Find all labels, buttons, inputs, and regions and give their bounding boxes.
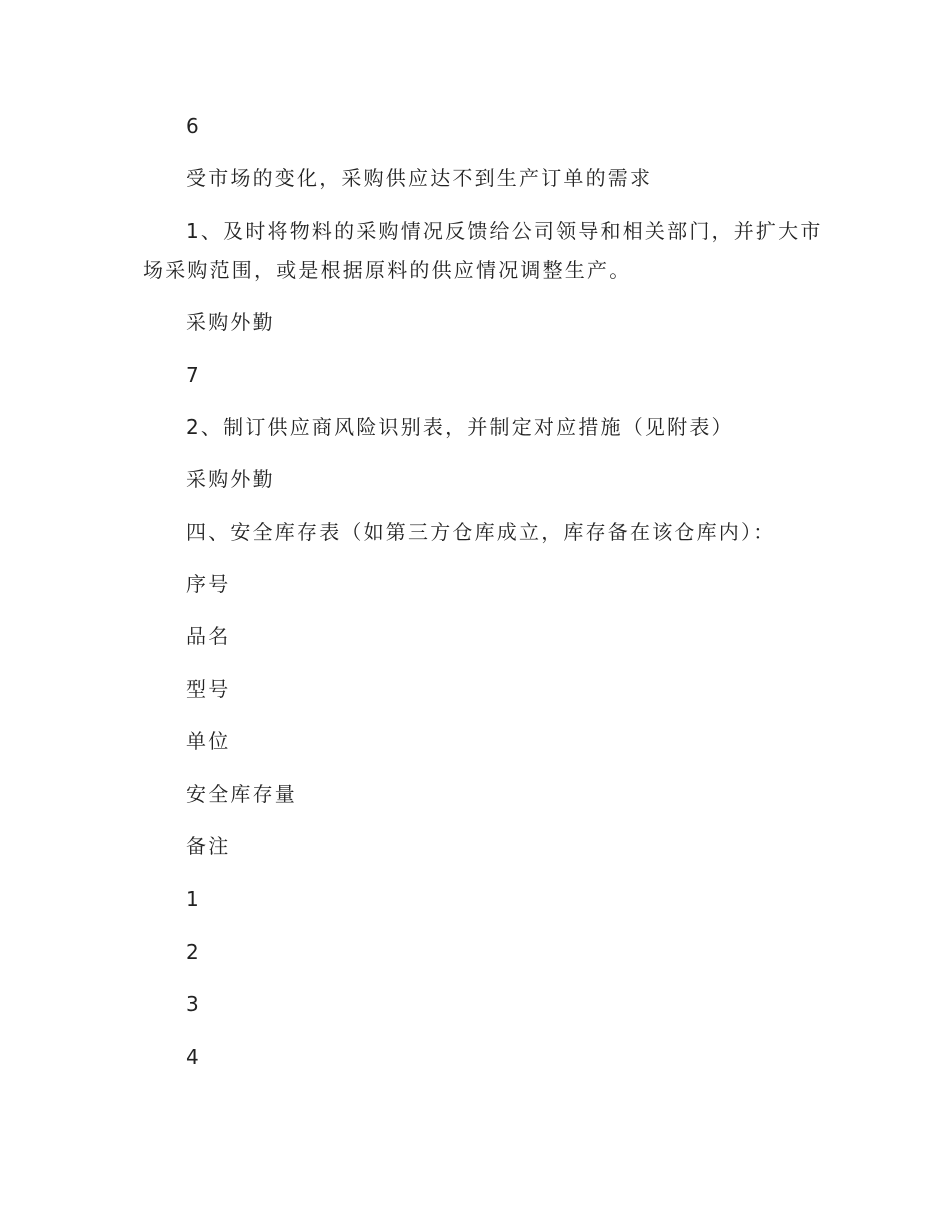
table-header-model: 型号 bbox=[186, 677, 231, 701]
responsible-person: 采购外勤 bbox=[186, 467, 275, 491]
measure-2: 2、制订供应商风险识别表，并制定对应措施（见附表） bbox=[186, 415, 734, 439]
risk-description: 受市场的变化，采购供应达不到生产订单的需求 bbox=[186, 166, 653, 190]
item-number-7: 7 bbox=[186, 363, 201, 387]
table-row-number: 1 bbox=[186, 887, 201, 911]
table-row-number: 4 bbox=[186, 1045, 201, 1069]
table-header-index: 序号 bbox=[186, 572, 231, 596]
table-header-product-name: 品名 bbox=[186, 624, 231, 648]
section-heading: 四、安全库存表（如第三方仓库成立，库存备在该仓库内）： bbox=[186, 520, 776, 544]
measure-1-line-2: 场采购范围，或是根据原料的供应情况调整生产。 bbox=[143, 258, 632, 282]
responsible-person: 采购外勤 bbox=[186, 310, 275, 334]
measure-1-line-1: 1、及时将物料的采购情况反馈给公司领导和相关部门，并扩大市 bbox=[186, 219, 823, 243]
table-header-remarks: 备注 bbox=[186, 834, 231, 858]
table-header-unit: 单位 bbox=[186, 729, 231, 753]
table-header-safety-stock: 安全库存量 bbox=[186, 782, 297, 806]
item-number-6: 6 bbox=[186, 114, 201, 138]
table-row-number: 2 bbox=[186, 940, 201, 964]
table-row-number: 3 bbox=[186, 992, 201, 1016]
